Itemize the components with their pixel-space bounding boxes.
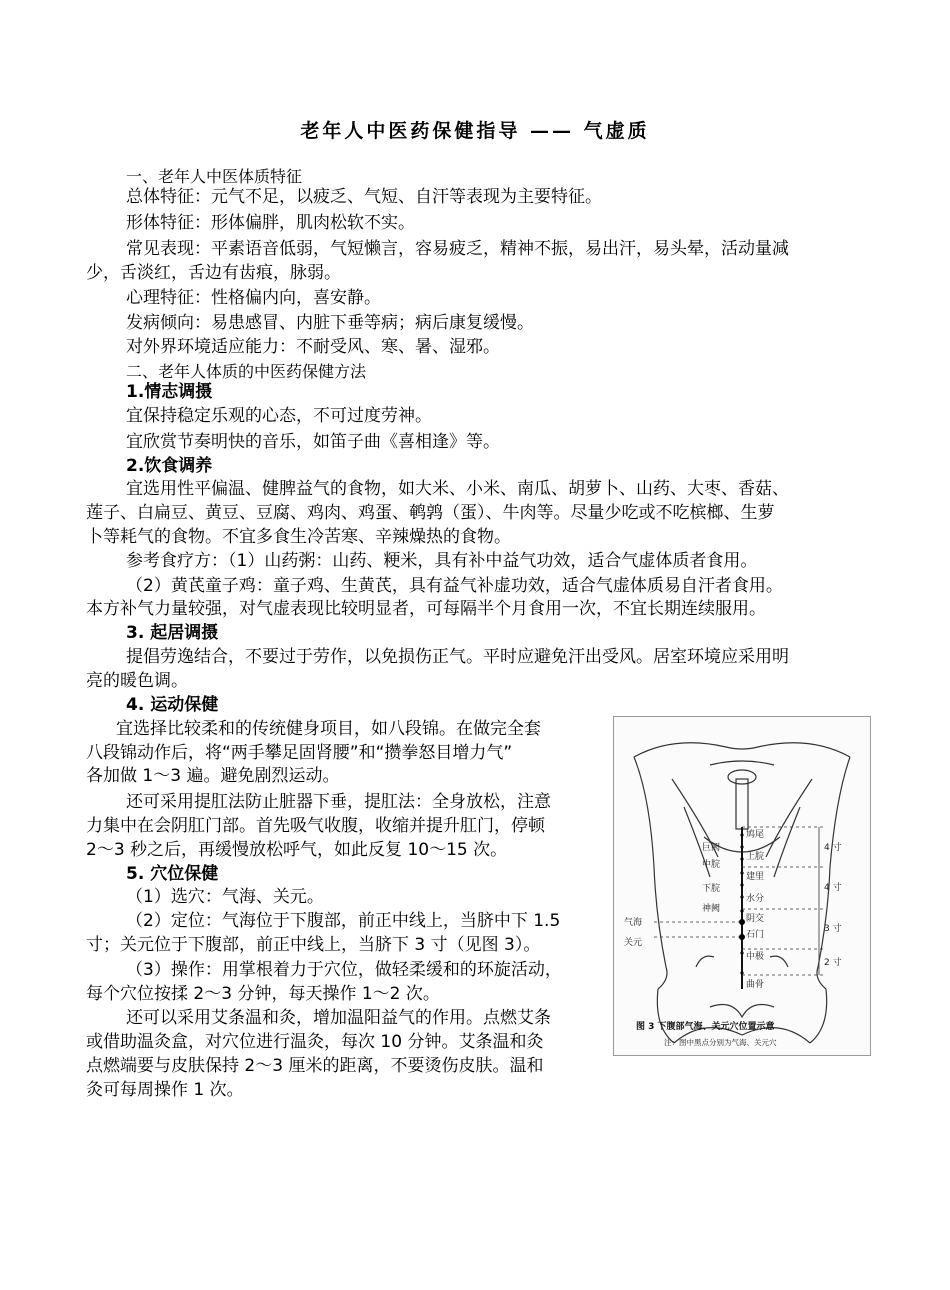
subsection-heading: 1.情志调摄: [126, 382, 213, 402]
subsection-heading: 5. 穴位保健: [126, 864, 219, 884]
paragraph-line: 或借助温灸盒，对穴位进行温灸，每次 10 分钟。艾条温和灸: [86, 1032, 544, 1052]
paragraph-line: 八段锦动作后，将“两手攀足固肾腰”和“攒拳怒目增力气”: [86, 743, 513, 763]
paragraph-line: 对外界环境适应能力：不耐受风、寒、暑、湿邪。: [126, 337, 500, 357]
paragraph-line: 莲子、白扁豆、黄豆、豆腐、鸡肉、鸡蛋、鹌鹑（蛋）、牛肉等。尽量少吃或不吃槟榔、生萝: [86, 503, 775, 523]
paragraph-line: 形体特征：形体偏胖，肌肉松软不实。: [126, 213, 415, 233]
figure-caption: 图 3 下腹部气海、关元穴位置示意: [636, 1022, 775, 1032]
paragraph-line: 宜欣赏节奏明快的音乐，如笛子曲《喜相逢》等。: [126, 432, 500, 452]
figure-note: 注：图中黑点分别为气海、关元穴: [664, 1038, 777, 1047]
paragraph-line: （1）选穴：气海、关元。: [126, 887, 324, 907]
paragraph-line: 宜选择比较柔和的传统健身项目，如八段锦。在做完全套: [116, 719, 541, 739]
paragraph-line: 灸可每周操作 1 次。: [86, 1080, 244, 1100]
label-shenque: 神阙: [702, 904, 721, 914]
label-shangwan: 上脘: [746, 852, 765, 862]
paragraph-line: 提倡劳逸结合，不要过于劳作，以免损伤正气。平时应避免汗出受风。居室环境应采用明: [126, 647, 789, 667]
paragraph-line: 每个穴位按揉 2～3 分钟，每天操作 1～2 次。: [86, 984, 440, 1004]
paragraph-line: （3）操作：用掌根着力于穴位，做轻柔缓和的环旋活动，: [126, 960, 562, 980]
label-yinjiao: 阴交: [746, 914, 765, 924]
abdomen-acupoint-diagram: [614, 717, 870, 1055]
paragraph-line: 心理特征：性格偏内向，喜安静。: [126, 288, 381, 308]
paragraph-line: 卜等耗气的食物。不宜多食生冷苦寒、辛辣燥热的食物。: [86, 527, 511, 547]
label-shimen: 石门: [746, 930, 765, 940]
label-zhongwan: 中脘: [702, 860, 721, 870]
label-qihai: 气海: [624, 918, 643, 928]
paragraph-line: 宜选用性平偏温、健脾益气的食物，如大米、小米、南瓜、胡萝卜、山药、大枣、香菇、: [126, 479, 789, 499]
paragraph-line: 点燃端要与皮肤保持 2～3 厘米的距离，不要烫伤皮肤。温和: [86, 1056, 544, 1076]
acupoint-figure: [613, 716, 871, 1056]
paragraph-line: 寸；关元位于下腹部，前正中线上，当脐下 3 寸（见图 3）。: [86, 935, 541, 955]
paragraph-line: （2）黄芪童子鸡：童子鸡、生黄芪，具有益气补虚功效，适合气虚体质易自汗者食用。: [126, 576, 783, 596]
paragraph-line: 还可以采用艾条温和灸，增加温阳益气的作用。点燃艾条: [126, 1008, 551, 1028]
label-xiawan: 下脘: [702, 884, 721, 894]
paragraph-line: 总体特征：元气不足，以疲乏、气短、自汗等表现为主要特征。: [126, 187, 602, 207]
subsection-heading: 4. 运动保健: [126, 695, 219, 715]
paragraph-line: 常见表现：平素语音低弱，气短懒言，容易疲乏，精神不振，易出汗，易头晕，活动量减: [126, 239, 789, 259]
paragraph-line: 宜保持稳定乐观的心态，不可过度劳神。: [126, 406, 432, 426]
measure-label: 2 寸: [824, 958, 842, 968]
paragraph-line: 还可采用提肛法防止脏器下垂，提肛法：全身放松，注意: [126, 792, 551, 812]
document-title: 老年人中医药保健指导 —— 气虚质: [300, 120, 650, 142]
label-jiuwei: 鸠尾: [746, 830, 765, 840]
measure-label: 4 寸: [824, 883, 842, 893]
paragraph-line: 少，舌淡红，舌边有齿痕，脉弱。: [86, 263, 341, 283]
paragraph-line: （2）定位：气海位于下腹部，前正中线上，当脐中下 1.5: [126, 911, 561, 931]
paragraph-line: 力集中在会阴肛门部。首先吸气收腹，收缩并提升肛门，停顿: [86, 816, 545, 836]
label-guanyuan: 关元: [624, 938, 643, 948]
label-shuifen: 水分: [746, 894, 765, 904]
paragraph-line: 发病倾向：易患感冒、内脏下垂等病；病后康复缓慢。: [126, 313, 534, 333]
section-heading-2: 二、老年人体质的中医药保健方法: [126, 362, 367, 381]
measure-label: 4 寸: [824, 843, 842, 853]
measure-guides: [654, 827, 824, 975]
label-jianli: 建里: [746, 872, 765, 882]
label-juque: 巨阙: [702, 843, 721, 853]
paragraph-line: 参考食疗方：（1）山药粥：山药、粳米，具有补中益气功效，适合气虚体质者食用。: [126, 551, 758, 571]
label-qugu: 曲骨: [746, 980, 765, 990]
subsection-heading: 3. 起居调摄: [126, 623, 219, 643]
paragraph-line: 亮的暖色调。: [86, 671, 188, 691]
paragraph-line: 本方补气力量较强，对气虚表现比较明显者，可每隔半个月食用一次，不宜长期连续服用。: [86, 599, 766, 619]
measure-label: 3 寸: [824, 924, 842, 934]
paragraph-line: 各加做 1～3 遍。避免剧烈运动。: [86, 766, 340, 786]
subsection-heading: 2.饮食调养: [126, 456, 213, 476]
section-heading-1: 一、老年人中医体质特征: [126, 167, 303, 186]
paragraph-line: 2～3 秒之后，再缓慢放松呼气，如此反复 10～15 次。: [86, 840, 508, 860]
label-zhongji: 中极: [746, 952, 765, 962]
